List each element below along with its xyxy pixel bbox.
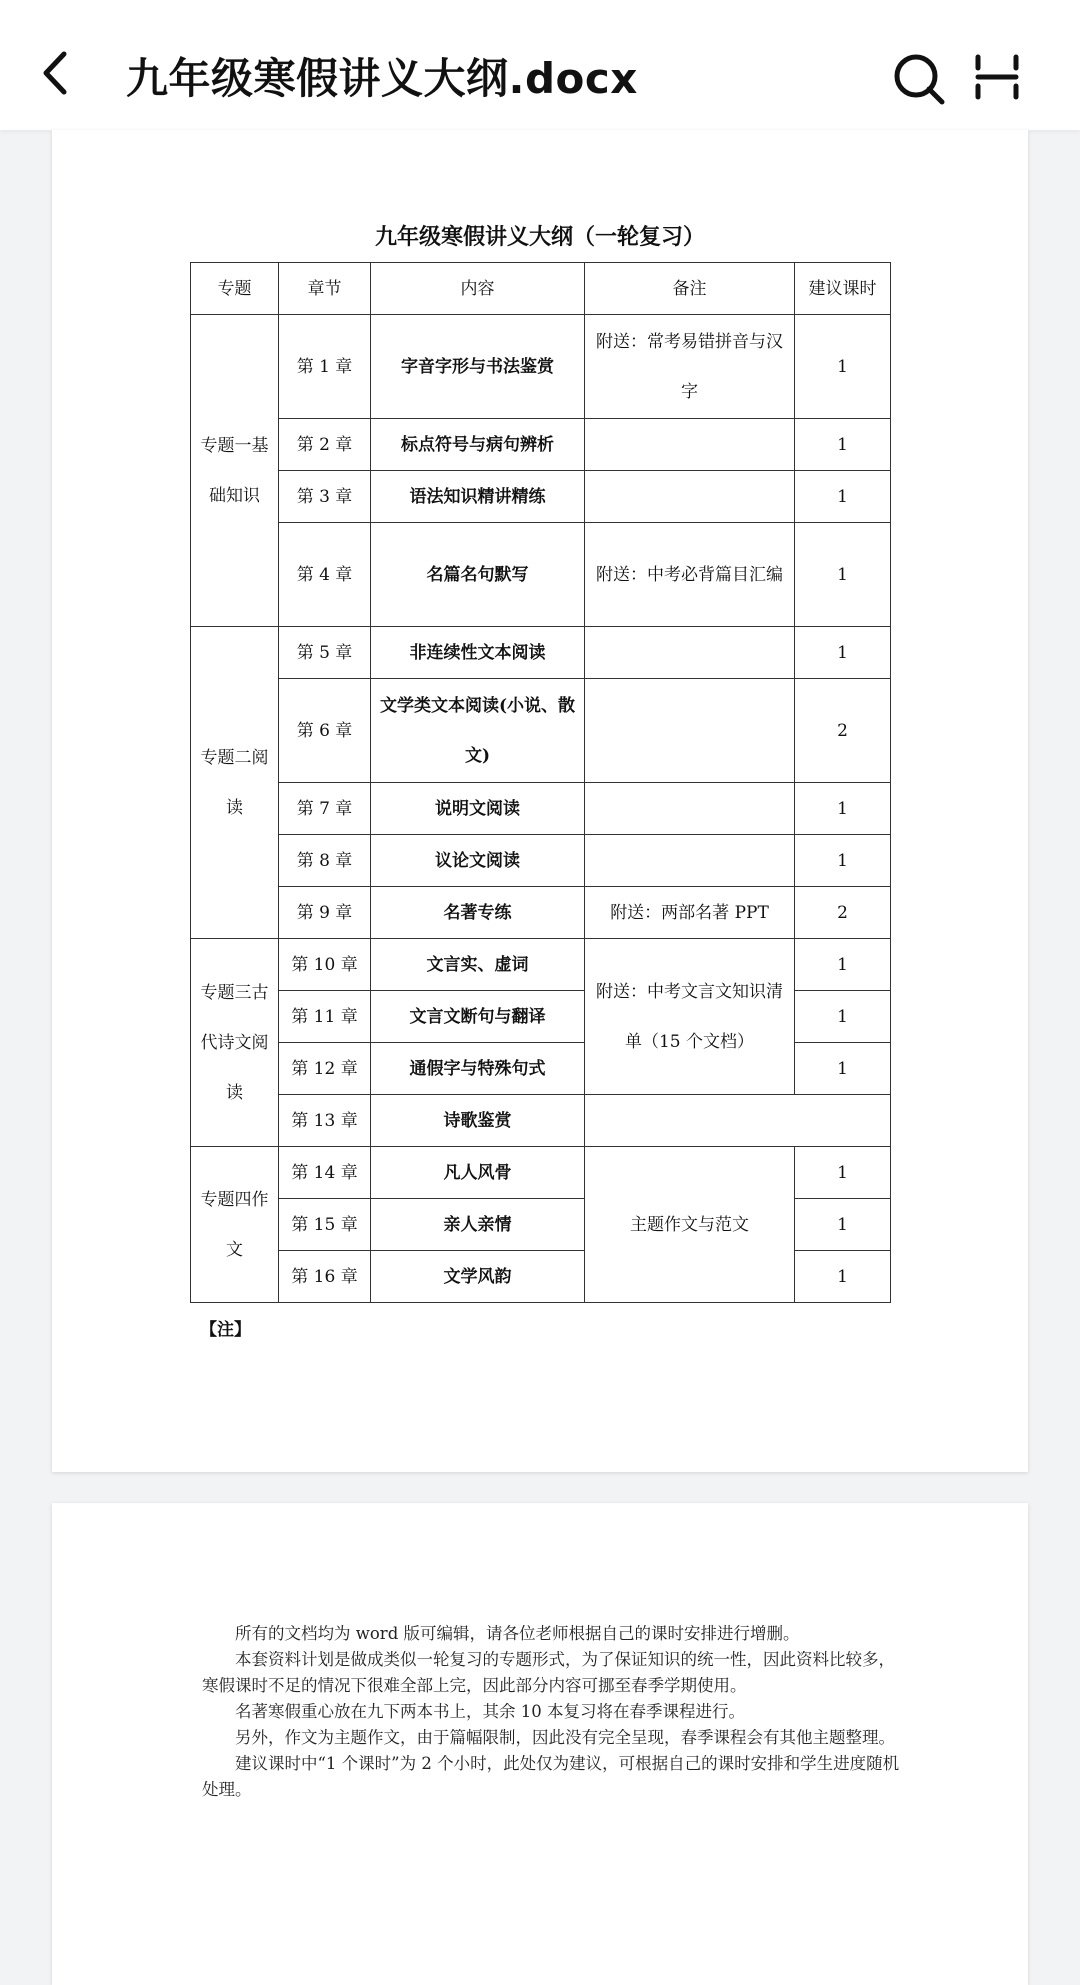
note-cell: 附送：中考文言文知识清单（15 个文档） [585,939,795,1095]
chapter-cell: 第 4 章 [279,523,371,627]
table-row [191,783,891,835]
search-button[interactable] [892,52,946,106]
content-cell: 文言实、虚词 [371,939,585,991]
paragraph: 本套资料计划是做成类似一轮复习的专题形式，为了保证知识的统一性，因此资料比较多，寒假课时不足的情况下很难全部上完，因此部分内容可挪至春季学期使用。 [202,1650,895,1695]
back-button[interactable] [36,48,76,98]
column-header: 专题 [191,263,279,315]
chapter-cell: 第 3 章 [279,471,371,523]
note-label: 【注】 [200,1320,251,1340]
table-row [191,887,891,939]
hours-cell: 1 [795,419,891,471]
table-row [191,627,891,679]
note-cell [585,471,795,523]
hours-cell: 2 [795,887,891,939]
paragraph: 所有的文档均为 word 版可编辑，请各位老师根据自己的课时安排进行增删。 [235,1624,800,1643]
chapter-cell: 第 1 章 [279,315,371,419]
chapter-cell: 第 5 章 [279,627,371,679]
table-row [191,835,891,887]
content-cell: 诗歌鉴赏 [371,1095,585,1147]
topic-cell: 专题四作文 [191,1147,279,1303]
chapter-cell: 第 16 章 [279,1251,371,1303]
note-cell: 附送：常考易错拼音与汉字 [585,315,795,419]
hours-cell: 2 [795,679,891,783]
chapter-cell: 第 13 章 [279,1095,371,1147]
hours-cell: 1 [795,1043,891,1095]
chapter-cell: 第 12 章 [279,1043,371,1095]
more-icon [972,52,1022,102]
chapter-cell: 第 8 章 [279,835,371,887]
hours-cell [585,1095,891,1147]
search-icon [892,52,946,106]
note-cell [585,679,795,783]
chapter-cell: 第 6 章 [279,679,371,783]
content-cell: 文学风韵 [371,1251,585,1303]
note-cell: 附送：两部名著 PPT [585,887,795,939]
chevron-left-icon [36,48,76,98]
note-cell [585,783,795,835]
content-cell: 名著专练 [371,887,585,939]
chapter-cell: 第 10 章 [279,939,371,991]
hours-cell: 1 [795,1199,891,1251]
chapter-cell: 第 14 章 [279,1147,371,1199]
hours-cell: 1 [795,523,891,627]
table-row [191,523,891,627]
outline-table [190,262,891,1303]
top-bar [0,0,1080,130]
content-cell: 文学类文本阅读(小说、散文) [371,679,585,783]
document-title: 九年级寒假讲义大纲.docx [126,54,638,103]
content-cell: 说明文阅读 [371,783,585,835]
document-page [52,1503,1028,1985]
hours-cell: 1 [795,315,891,419]
topic-cell: 专题一基础知识 [191,315,279,627]
chapter-cell: 第 15 章 [279,1199,371,1251]
column-header: 章节 [279,263,371,315]
more-button[interactable] [972,52,1022,102]
doc-heading: 九年级寒假讲义大纲（一轮复习） [374,225,705,250]
hours-cell: 1 [795,939,891,991]
table-row [191,1095,891,1147]
table-header-row [191,263,891,315]
notes-body [202,1621,902,1803]
content-cell: 标点符号与病句辨析 [371,419,585,471]
topic-cell: 专题三古代诗文阅读 [191,939,279,1147]
content-cell: 通假字与特殊句式 [371,1043,585,1095]
content-cell: 语法知识精讲精练 [371,471,585,523]
note-cell: 附送：中考必背篇目汇编 [585,523,795,627]
hours-cell: 1 [795,627,891,679]
table-row [191,315,891,419]
content-cell: 名篇名句默写 [371,523,585,627]
paragraph: 名著寒假重心放在九下两本书上，其余 10 本复习将在春季课程进行。 [235,1702,745,1721]
hours-cell: 1 [795,783,891,835]
chapter-cell: 第 7 章 [279,783,371,835]
note-cell [585,835,795,887]
chapter-cell: 第 11 章 [279,991,371,1043]
topic-cell: 专题二阅读 [191,627,279,939]
paragraph: 另外，作文为主题作文，由于篇幅限制，因此没有完全呈现，春季课程会有其他主题整理。 [235,1728,895,1747]
table-row [191,419,891,471]
content-cell: 凡人风骨 [371,1147,585,1199]
hours-cell: 1 [795,1147,891,1199]
column-header: 建议课时 [795,263,891,315]
table-row [191,1147,891,1199]
hours-cell: 1 [795,471,891,523]
hours-cell: 1 [795,991,891,1043]
column-header: 备注 [585,263,795,315]
hours-cell: 1 [795,835,891,887]
note-cell [585,419,795,471]
note-cell [585,627,795,679]
content-cell: 议论文阅读 [371,835,585,887]
content-cell: 字音字形与书法鉴赏 [371,315,585,419]
table-row [191,939,891,991]
paragraph: 建议课时中“1 个课时”为 2 个小时，此处仅为建议，可根据自己的课时安排和学生进度随机处理。 [202,1754,900,1799]
content-cell: 非连续性文本阅读 [371,627,585,679]
column-header: 内容 [371,263,585,315]
document-page [52,130,1028,1472]
content-cell: 亲人亲情 [371,1199,585,1251]
content-cell: 文言文断句与翻译 [371,991,585,1043]
hours-cell: 1 [795,1251,891,1303]
table-row [191,471,891,523]
table-row [191,679,891,783]
chapter-cell: 第 9 章 [279,887,371,939]
note-cell: 主题作文与范文 [585,1147,795,1303]
chapter-cell: 第 2 章 [279,419,371,471]
